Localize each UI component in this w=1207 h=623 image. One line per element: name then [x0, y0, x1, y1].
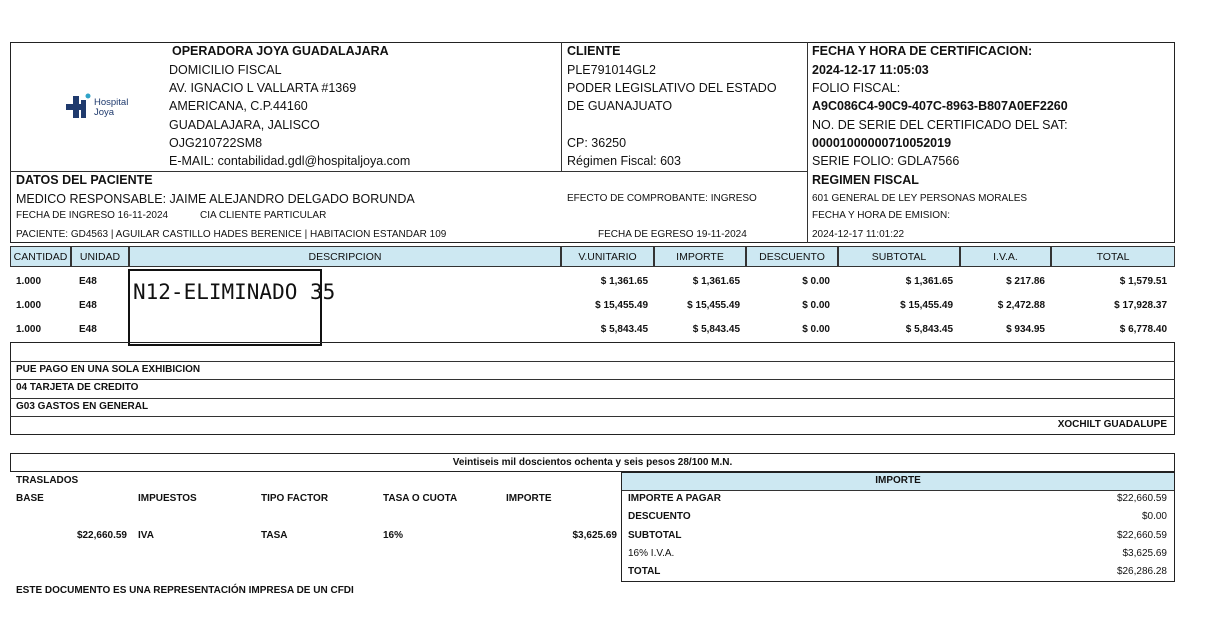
- row-descuento: $ 0.00: [802, 276, 830, 287]
- row-importe: $ 15,455.49: [687, 300, 740, 311]
- row-cantidad: 1.000: [16, 324, 42, 335]
- folio-label: FOLIO FISCAL:: [812, 81, 901, 95]
- col-iva: I.V.A.: [960, 246, 1051, 267]
- row-importe: $ 5,843.45: [692, 324, 740, 335]
- cliente-cp: CP: 36250: [567, 136, 627, 150]
- row-subtotal: $ 5,843.45: [905, 324, 953, 335]
- resumen-label: DESCUENTO: [628, 511, 691, 522]
- emisor-linea: AV. IGNACIO L VALLARTA #1369: [169, 81, 357, 95]
- cia-cliente: CIA CLIENTE PARTICULAR: [200, 210, 327, 221]
- row-cantidad: 1.000: [16, 276, 42, 287]
- emisor-linea: AMERICANA, C.P.44160: [169, 99, 308, 113]
- traslado-factor: TASA: [261, 530, 288, 541]
- hospital-joya-logo: [64, 92, 144, 122]
- row-unitario: $ 1,361.65: [600, 276, 648, 287]
- col-unidad: UNIDAD: [71, 246, 129, 267]
- col-descripcion: DESCRIPCION: [129, 246, 561, 267]
- cliente-rfc: PLE791014GL2: [567, 63, 656, 77]
- col-importe-traslado: IMPORTE: [506, 493, 552, 504]
- forma-pago: 04 TARJETA DE CREDITO: [16, 382, 139, 393]
- emisor-nombre: OPERADORA JOYA GUADALAJARA: [172, 44, 389, 58]
- resumen-label: SUBTOTAL: [628, 530, 682, 541]
- fecha-egreso: FECHA DE EGRESO 19-11-2024: [598, 229, 747, 240]
- serie-certificado: 00001000000710052019: [812, 136, 952, 150]
- resumen-value: $0.00: [1141, 511, 1167, 522]
- metodo-pago: PUE PAGO EN UNA SOLA EXHIBICION: [16, 364, 201, 375]
- emisor-email: E-MAIL: contabilidad.gdl@hospitaljoya.com: [169, 154, 411, 168]
- cert-fecha: 2024-12-17 11:05:03: [812, 63, 929, 77]
- fecha-ingreso: FECHA DE INGRESO 16-11-2024: [16, 210, 169, 221]
- resumen-value: $3,625.69: [1122, 548, 1167, 559]
- cliente-nombre: PODER LEGISLATIVO DEL ESTADO: [567, 81, 777, 95]
- emisor-linea: GUADALAJARA, JALISCO: [169, 118, 320, 132]
- row-iva: $ 2,472.88: [997, 300, 1045, 311]
- hospital-cross-icon: [64, 92, 94, 122]
- resumen-label: 16% I.V.A.: [628, 548, 675, 559]
- folio-fiscal: A9C086C4-90C9-407C-8963-B807A0EF2260: [812, 99, 1068, 113]
- row-total: $ 6,778.40: [1119, 324, 1167, 335]
- cliente-titulo: CLIENTE: [567, 44, 621, 58]
- row-unidad: E48: [79, 300, 97, 311]
- emisor-linea: DOMICILIO FISCAL: [169, 63, 282, 77]
- row-unidad: E48: [79, 324, 97, 335]
- uso-cfdi: G03 GASTOS EN GENERAL: [16, 401, 149, 412]
- paciente-info: PACIENTE: GD4563 | AGUILAR CASTILLO HADES BERENICE | HABITACION ESTANDAR 109: [16, 229, 447, 240]
- row-descuento: $ 0.00: [802, 300, 830, 311]
- traslado-impuesto: IVA: [138, 530, 154, 541]
- regimen-descripcion: 601 GENERAL DE LEY PERSONAS MORALES: [812, 193, 1028, 204]
- row-unitario: $ 5,843.45: [600, 324, 648, 335]
- regimen-titulo: REGIMEN FISCAL: [812, 173, 919, 187]
- col-descuento: DESCUENTO: [746, 246, 838, 267]
- row-subtotal: $ 1,361.65: [905, 276, 953, 287]
- emision-label: FECHA Y HORA DE EMISION:: [812, 210, 950, 221]
- traslado-base: $22,660.59: [76, 530, 127, 541]
- row-descuento: $ 0.00: [802, 324, 830, 335]
- importe-titulo: IMPORTE: [875, 475, 921, 486]
- logo-text-hospital: Hospital: [94, 97, 129, 108]
- importe-letra: Veintiseis mil doscientos ochenta y seis pesos 28/100 M.N.: [452, 457, 733, 468]
- emisor-linea: OJG210722SM8: [169, 136, 263, 150]
- col-impuestos: IMPUESTOS: [138, 493, 197, 504]
- emision-fecha: 2024-12-17 11:01:22: [812, 229, 905, 240]
- resumen-value: $22,660.59: [1116, 493, 1167, 504]
- resumen-label: IMPORTE A PAGAR: [628, 493, 721, 504]
- col-importe: IMPORTE: [654, 246, 746, 267]
- row-unidad: E48: [79, 276, 97, 287]
- row-importe: $ 1,361.65: [692, 276, 740, 287]
- payment-box: [10, 342, 1175, 435]
- col-cantidad: CANTIDAD: [10, 246, 71, 267]
- resumen-value: $22,660.59: [1116, 530, 1167, 541]
- paciente-titulo: DATOS DEL PACIENTE: [16, 173, 153, 187]
- col-vunitario: V.UNITARIO: [561, 246, 654, 267]
- serie-folio: SERIE FOLIO: GDLA7566: [812, 154, 960, 168]
- traslado-importe: $3,625.69: [572, 530, 617, 541]
- traslado-tasa: 16%: [383, 530, 404, 541]
- logo-text-joya: Joya: [94, 107, 115, 118]
- row-total: $ 17,928.37: [1114, 300, 1167, 311]
- resumen-label: TOTAL: [628, 566, 661, 577]
- efecto-comprobante: EFECTO DE COMPROBANTE: INGRESO: [567, 193, 757, 204]
- traslados-titulo: TRASLADOS: [16, 475, 79, 486]
- resumen-value: $26,286.28: [1116, 566, 1167, 577]
- row-total: $ 1,579.51: [1119, 276, 1167, 287]
- row-iva: $ 934.95: [1006, 324, 1045, 335]
- row-subtotal: $ 15,455.49: [900, 300, 953, 311]
- col-tipo-factor: TIPO FACTOR: [261, 493, 329, 504]
- firma-nombre: XOCHILT GUADALUPE: [1057, 419, 1167, 430]
- cfdi-leyenda: ESTE DOCUMENTO ES UNA REPRESENTACIÓN IMPRESA DE UN CFDI: [16, 585, 354, 596]
- medico-responsable: MEDICO RESPONSABLE: JAIME ALEJANDRO DELGADO BORUNDA: [16, 192, 415, 206]
- row-cantidad: 1.000: [16, 300, 42, 311]
- col-tasa: TASA O CUOTA: [383, 493, 458, 504]
- cert-titulo: FECHA Y HORA DE CERTIFICACION:: [812, 44, 1033, 58]
- col-subtotal: SUBTOTAL: [838, 246, 960, 267]
- serie-label: NO. DE SERIE DEL CERTIFICADO DEL SAT:: [812, 118, 1068, 132]
- row-unitario: $ 15,455.49: [595, 300, 648, 311]
- row-iva: $ 217.86: [1006, 276, 1045, 287]
- redaction-label: N12-ELIMINADO 35: [133, 280, 336, 304]
- col-total: TOTAL: [1051, 246, 1175, 267]
- cliente-nombre: DE GUANAJUATO: [567, 99, 673, 113]
- cliente-regimen: Régimen Fiscal: 603: [567, 154, 681, 168]
- col-base: BASE: [16, 493, 44, 504]
